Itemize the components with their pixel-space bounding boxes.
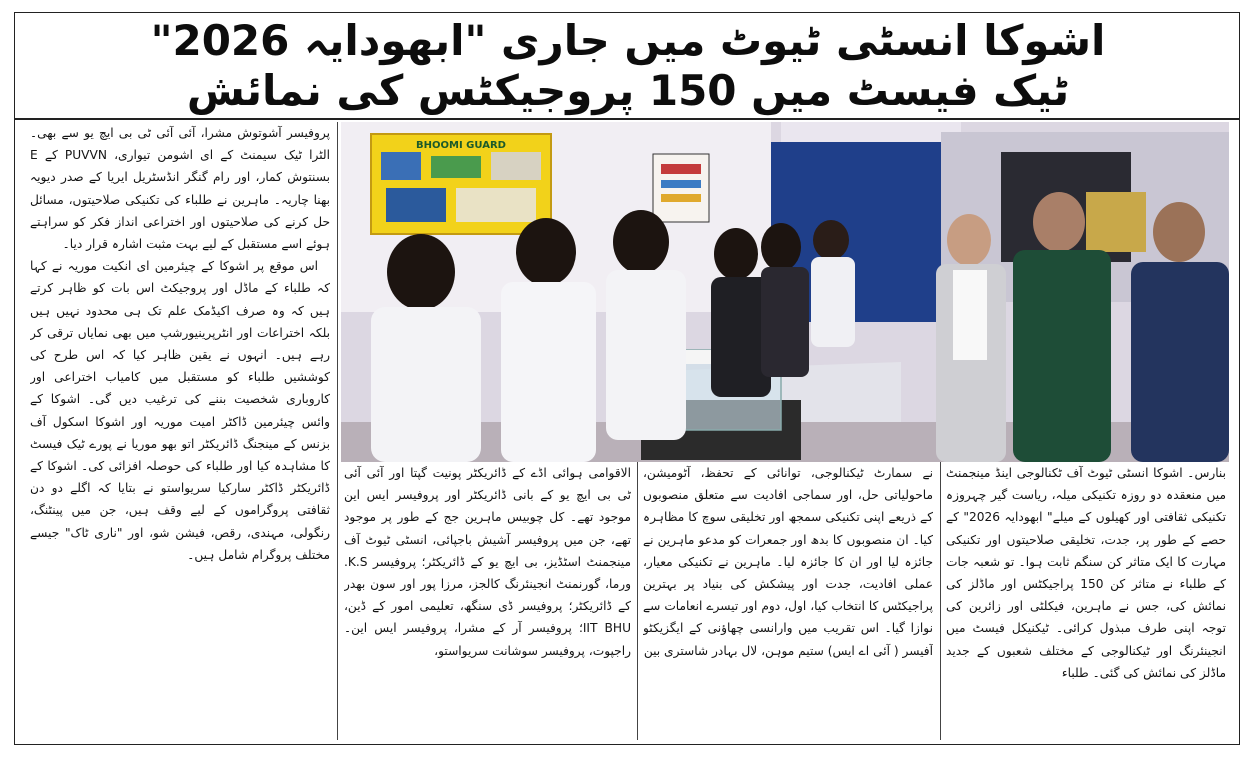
column-divider (940, 462, 941, 740)
headline (18, 14, 1238, 118)
event-photo (341, 122, 1229, 462)
poster-title: BHOOMI GUARD (416, 140, 506, 151)
judges-group (936, 192, 1229, 462)
article-paragraph: اس موقع پر اشوکا کے چیئرمین ای انکیت موریہ نے کہا کہ طلباء کے ماڈل اور پروجیکٹ اس بات کو ظاہر کرتے ہیں کہ وہ صرف اکیڈمک علم تک ہی محدود نہیں ہیں بلکہ اختراعات اور انٹرپرینیورشپ میں بھی نمایاں ترقی کر رہے ہیں۔ انہوں نے یقین ظاہر کیا کہ اس طرح کی کوششیں طلباء کو مستقبل میں کامیاب اختراعی اور کاروباری شخصیت بننے کی ترغیب دیں گی۔ اشوکا کے وائس چیئرمین ڈاکٹر امیت موریہ اور اشوکا اسکول آف بزنس کے مینجنگ ڈائریکٹر اتو بھو موریا نے پورے ٹیک فیسٹ کا مشاہدہ کیا اور طلباء کی حوصلہ افزائی کی۔ اشوکا کے ڈائریکٹر ڈاکٹر سارکیا سریواستو نے بتایا کہ اگلے دو دن ثقافتی پروگراموں کے لیے وقف ہیں، جن میں پینٹنگ، رنگولی، مہندی، رقص، فیشن شو، اور "ناری ٹاک" جیسے مختلف پروگرام شامل ہیں۔ (30, 259, 330, 562)
article-column-1: بنارس۔ اشوکا انسٹی ٹیوٹ آف ٹکنالوجی اینڈ مینجمنٹ میں منعقدہ دو روزہ تکنیکی میلہ، ریاست گیر چہروزہ تکنیکی ثقافتی اور کھیلوں کے میلے" ابھودایہ 2026" کے حصے کے طور پر، جدت، تخلیقی صلاحیتوں اور تکنیکی مہارت کا ایک متاثر کن سنگم ثابت ہوا۔ تو شعبہ جات کے طلباء نے متاثر کن 150 پراجیکٹس اور ماڈلز کی نمائش کی، جس نے ماہرین، فیکلٹی اور زائرین کی توجہ اپنی طرف مبذول کرائی۔ ٹیکنیکل فیسٹ میں انجینئرنگ اور ٹیکنالوجی کے مختلف شعبوں کے جدید ماڈلز کی نمائش کی گئی۔ طلباء (946, 466, 1226, 680)
headline-line-2: ٹیک فیسٹ میں 150 پروجیکٹس کی نمائش (186, 66, 1070, 115)
article-column-2: نے سمارٹ ٹیکنالوجی، توانائی کے تحفظ، آٹومیشن، ماحولیاتی حل، اور سماجی افادیت سے متعلق منصوبوں کے ذریعے اپنی تکنیکی سمجھ اور تخلیقی سوچ کا مظاہرہ کیا۔ ان منصوبوں کا بدھ اور جمعرات کو مدعو ماہرین نے جائزہ لیا اور ان کا جائزہ لیا۔ ماہرین نے تکنیکی معیار، عملی افادیت، جدت اور پیشکش کی بنیاد پر بہترین پراجیکٹس کا انتخاب کیا، اول، دوم اور تیسرے انعامات سے نوازا گیا۔ اس تقریب میں وارانسی چھاؤنی کے ایگزیکٹو آفیسر ( آئی اے ایس) ستیم موہن، لال بہادر شاستری بین (643, 466, 933, 658)
headline-line-1: اشوکا انسٹی ٹیوٹ میں جاری "ابھودایہ 2026" (150, 16, 1106, 65)
article-column-3: الاقوامی ہوائی اڈے کے ڈائریکٹر پونیت گپتا اور آئی آئی ٹی بی ایچ یو کے بانی ڈائریکٹر اور پروفیسر ایس این موجود تھے۔ کل چوبیس ماہرین جج کے طور پر موجود تھے، جن میں پروفیسر آشیش باجپائی، انسٹی ٹیوٹ آف مینجمنٹ اسٹڈیز، بی ایچ یو کے ڈائریکٹر؛ پروفیسر K.S. ورما، گورنمنٹ انجینئرنگ کالجز، مرزا پور اور سون بھدر کے ڈائریکٹر؛ پروفیسر ڈی سنگھ، تعلیمی امور کے ڈین، IIT BHU؛ پروفیسر آر کے مشرا، پروفیسر ایس این۔ راجپوت، پروفیسر سوشانت سریواستو، (344, 466, 631, 658)
column-divider (637, 462, 638, 740)
headline-rule (14, 118, 1240, 120)
article-paragraph: پروفیسر آشوتوش مشرا، آئی آئی ٹی بی ایچ یو سے بھی۔ الٹرا ٹیک سیمنٹ کے ای اشومن تیواری، PUVVN کے E بسنتوش کمار، اور رام گنگر انڈسٹریل ایریا کے صدر دیویہ بھنا چاریہ۔ ماہرین نے طلباء کی تکنیکی صلاحیتوں، مسائل حل کرنے کی صلاحیتوں اور اختراعی انداز فکر کو سراہتے ہوئے اسے مستقبل کے لیے بہت مثبت اشارہ قرار دیا۔ (30, 126, 330, 252)
column-divider (337, 122, 338, 740)
article-column-left (30, 122, 330, 740)
project-poster (371, 134, 551, 234)
